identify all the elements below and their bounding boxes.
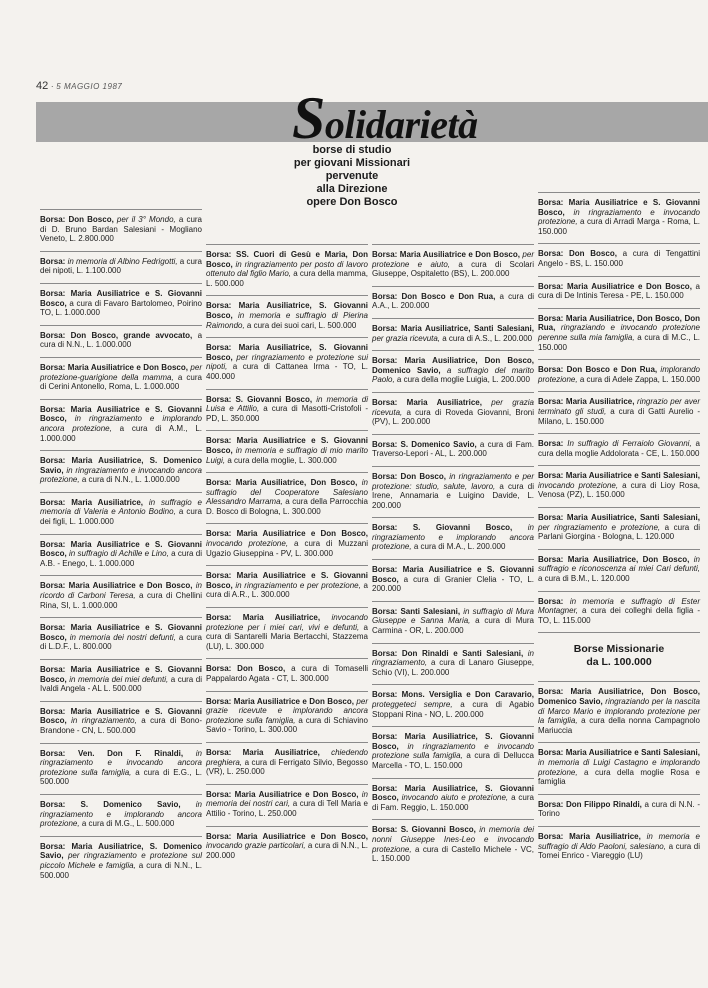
- entry-intention: in ringraziamento e invocando protezione,: [538, 207, 700, 227]
- entry-donor: a cura di N.N. - Torino: [538, 799, 700, 819]
- entry-intention: proteggeteci sempre,: [372, 700, 453, 709]
- entry-heading: Borsa: Don Bosco,: [40, 215, 114, 224]
- column-3: [372, 244, 534, 871]
- entry-donor: a cura di De Intinis Teresa - PE, L. 150.000: [538, 281, 701, 301]
- entry-heading: Borsa: Maria Ausiliatrice, Don Bosco,: [538, 554, 690, 564]
- entry-heading: Borsa: Maria Ausiliatrice e Don Bosco,: [538, 281, 692, 291]
- entry-donor: a cura di N.N., L. 1.000.000: [79, 475, 180, 485]
- entry-intention: invocando protezione,: [538, 480, 619, 490]
- entry-heading: Borsa: Maria Ausiliatrice e S. Giovanni Bosco,: [206, 436, 368, 455]
- entry-donor: a cura di Lioy Rosa, Venosa (PZ), L. 150.000: [538, 480, 700, 500]
- donation-entry: [40, 794, 202, 836]
- entry-donor: a cura di N.N., L. 200.000: [206, 841, 369, 860]
- entry-heading: Borsa: Maria Ausiliatrice e Don Bosco,: [40, 581, 193, 591]
- entry-donor: a cura di Castello Michele - VC, L. 150.000: [372, 844, 534, 864]
- entry-intention: in suffragio del Cooperatore Salesiano Alessandro Marrama,: [206, 478, 369, 507]
- entry-heading: Borsa: Maria Ausiliatrice e Santi Salesiani,: [538, 748, 700, 758]
- entry-intention: in memoria di Luigi Castagno e implorando protezione,: [538, 757, 700, 777]
- donation-entry: [372, 466, 534, 517]
- entry-intention: ringrazio per aver terminato gli studi,: [538, 397, 700, 416]
- entry-heading: Borsa: Maria Ausiliatrice e Don Bosco,: [206, 831, 368, 841]
- entry-heading: Borsa: S. Giovanni Bosco,: [206, 394, 313, 404]
- entry-intention: in ringraziamento e implorando ancora protezione,: [40, 799, 202, 829]
- entry-intention: in memoria dei miei defunti,: [66, 674, 169, 684]
- masthead-initial: S: [292, 85, 325, 151]
- entry-heading: Borsa: Don Bosco,: [206, 664, 286, 674]
- entry-intention: invocando protezione,: [206, 539, 289, 549]
- entry-donor: a cura di Schiavino Savio - Torino, L. 300.000: [206, 715, 368, 735]
- entry-intention: in ringraziamento e invocando protezione sulla famiglia,: [372, 741, 534, 761]
- donation-entry: [538, 591, 700, 633]
- donation-entry: [40, 701, 202, 743]
- entry-intention: in ringraziamento per posto di lavoro ottenuto dal figlio Mario,: [206, 259, 368, 279]
- entry-intention: a suffragio del marito Paolo,: [372, 365, 534, 385]
- entry-intention: in ringraziamento,: [372, 648, 534, 668]
- donation-entry: [40, 283, 202, 325]
- intro-line: pervenute: [325, 170, 379, 182]
- donation-entry: [206, 523, 368, 565]
- entry-heading: Borsa: Maria Ausiliatrice,: [538, 397, 635, 407]
- donation-entry: [40, 325, 202, 357]
- donation-entry: [372, 643, 534, 685]
- donation-entry: [40, 743, 202, 794]
- donation-entry: [538, 465, 700, 507]
- entry-heading: Borsa: Maria Ausiliatrice, Don Bosco, Domenico Savio,: [538, 687, 700, 706]
- donation-entry: [538, 433, 700, 465]
- entry-donor: a cura dei colleghi della figlia - TO, L. 115.000: [538, 606, 700, 625]
- entry-donor: a cura di A.M., L. 1.000.000: [40, 423, 203, 443]
- entry-heading: Borsa: Maria Ausiliatrice e S. Giovanni Bosco,: [40, 665, 202, 684]
- donation-entry: [206, 565, 368, 607]
- entry-donor: a cura di Fam. Reggio, L. 150.000: [372, 793, 534, 812]
- donation-entry: [538, 549, 700, 591]
- entry-heading: Borsa: Maria Ausiliatrice, S. Domenico Savio,: [40, 841, 202, 861]
- entry-donor: a cura di Favaro Bartolomeo, Poirino TO, L. 1.000.000: [40, 298, 202, 318]
- entry-heading: Borsa: Maria Ausiliatrice e Santi Salesiani,: [538, 471, 700, 481]
- entry-donor: a cura di A.S., L. 200.000: [440, 333, 533, 343]
- entry-donor: a cura di Irene, Annamaria e Luigino Davide, L. 200.000: [372, 481, 535, 510]
- entry-donor: a cura di Santarelli Maria Bertacchi, Stazzema (LU), L. 300.000: [206, 622, 368, 651]
- entry-heading: Borsa: Maria Ausiliatrice e S. Giovanni Bosco,: [40, 706, 202, 726]
- donation-entry: [538, 826, 700, 868]
- donation-entry: [372, 434, 534, 466]
- entry-donor: a cura di Cattanea Irma - TO, L. 400.000: [206, 362, 368, 381]
- column-1: [40, 209, 202, 887]
- entry-intention: in ringraziamento,: [66, 716, 137, 726]
- page-number: 42: [36, 80, 49, 92]
- entry-donor: a cura di A.A., L. 200.000: [372, 291, 535, 311]
- entry-donor: a cura dei figli, L. 1.000.000: [40, 507, 202, 527]
- entry-intention: ringraziando e invocando protezione perenne sulla mia famiglia,: [538, 323, 700, 342]
- entry-intention: chiedendo preghiera,: [206, 747, 368, 767]
- entry-heading: Borsa: Maria Ausiliatrice, S. Giovanni Bosco,: [206, 301, 368, 320]
- entry-donor: a cura di M.C., L. 150.000: [538, 332, 700, 352]
- entry-donor: a cura di N.N., L. 500.000: [40, 860, 202, 880]
- entry-intention: in memoria dei nostri cari,: [206, 789, 369, 809]
- intro-line: borse di studio: [312, 144, 392, 156]
- entry-heading: Borsa:: [40, 256, 66, 266]
- entry-heading: Borsa: Maria Ausiliatrice,: [538, 831, 641, 841]
- entry-heading: Borsa: S. Giovanni Bosco,: [372, 825, 476, 835]
- entry-donor: a cura di Agabio Stoppani Rina - NO, L. 200.000: [372, 700, 534, 719]
- entry-intention: in suffragio di Achille e Lino,: [66, 549, 169, 559]
- donation-entry: [206, 742, 368, 784]
- donation-entry: [538, 742, 700, 793]
- entry-intention: implorando protezione,: [538, 365, 700, 384]
- entry-heading: Borsa: Maria Ausiliatrice e Don Bosco,: [206, 696, 354, 706]
- donation-entry: [538, 276, 700, 308]
- donation-entry: [372, 517, 534, 559]
- donation-entry: [538, 359, 700, 391]
- donation-entry: [206, 389, 368, 431]
- entry-heading: Borsa:: [538, 439, 564, 449]
- entry-donor: a cura della moglie Rosa e famiglia: [538, 767, 700, 787]
- entry-donor: a cura di Roveda Giovanni, Broni (PV), L. 200.000: [372, 407, 534, 427]
- donation-entry: [372, 684, 534, 726]
- separator: ·: [50, 81, 57, 91]
- entry-intention: in ringraziamento e invocando ancora protezione sulla famiglia,: [40, 748, 202, 777]
- section-heading: [538, 632, 700, 681]
- entry-intention: per ringraziamento e protezione sul piccolo Michele e famiglia,: [40, 851, 202, 870]
- entry-donor: a cura di Scolari Giuseppe, Ospitaletto (BS), L. 200.000: [372, 259, 534, 279]
- entry-donor: a cura di Bono-Brandone - CN, L. 500.000: [40, 716, 202, 735]
- entry-heading: Borsa: Don Bosco,: [372, 471, 446, 481]
- entry-heading: Borsa: Don Filippo Rinaldi,: [538, 799, 642, 809]
- donation-entry: [206, 244, 368, 295]
- donation-entry: [40, 209, 202, 251]
- entry-donor: a cura di M.A., L. 200.000: [411, 542, 506, 552]
- entry-heading: Borsa: Maria Ausiliatrice e S. Giovanni Bosco,: [40, 404, 202, 424]
- entry-heading: Borsa: Maria Ausiliatrice e S. Giovanni Bosco,: [206, 571, 368, 590]
- entry-heading: Borsa: Maria Ausiliatrice, S. Giovanni Bosco,: [372, 783, 534, 803]
- entry-heading: Borsa: Maria Ausiliatrice e Don Bosco,: [372, 250, 520, 259]
- entry-donor: a cura di Masotti-Cristofoli - PD, L. 350.000: [206, 404, 368, 423]
- entry-heading: Borsa: Maria Ausiliatrice e Don Bosco,: [40, 362, 188, 372]
- entry-donor: a cura di Granier Clelia - TO, L. 200.000: [372, 574, 534, 594]
- entry-intention: in memoria dei nonni Giuseppe Ines-Leo e invocando protezione,: [372, 825, 534, 854]
- entry-donor: a cura della mamma, L. 500.000: [206, 269, 368, 288]
- entry-heading: Borsa: SS. Cuori di Gesù e Maria, Don Bosco,: [206, 250, 368, 269]
- donation-entry: [40, 399, 202, 450]
- donation-entry: [40, 492, 202, 534]
- entry-donor: a cura di Tengattini Angelo - BS, L. 150.000: [538, 249, 701, 268]
- entry-donor: a cura di Tomei Enrico - Viareggio (LU): [538, 841, 701, 861]
- entry-intention: invocando protezione per i miei cari, vivi e defunti,: [206, 613, 368, 632]
- entry-heading: Borsa: Maria Ausiliatrice,: [206, 613, 321, 623]
- entry-heading: Borsa: Mons. Versiglia e Don Caravario,: [372, 690, 534, 700]
- entry-donor: a cura della moglie, L. 300.000: [225, 455, 337, 465]
- entry-donor: a cura della moglie Addolorata - CE, L. 150.000: [538, 439, 700, 458]
- entry-intention: per ringraziamento e protezione,: [538, 522, 661, 532]
- entry-donor: a cura di E.G., L. 500.000: [40, 767, 202, 787]
- entry-heading: Borsa: Maria Ausiliatrice e S. Giovanni Bosco,: [372, 565, 534, 584]
- entry-heading: Borsa: Maria Ausiliatrice, S. Giovanni Bosco,: [372, 732, 534, 751]
- donation-entry: [372, 819, 534, 870]
- intro-line: alla Direzione: [316, 183, 388, 195]
- entry-donor: a cura di N.N., L. 1.000.000: [40, 330, 203, 350]
- donation-entry: [206, 295, 368, 337]
- donation-entry: [538, 308, 700, 359]
- entry-intention: in memoria di Luisa e Attilio,: [206, 394, 368, 414]
- entry-intention: in memoria di Albino Fedrigotti,: [65, 256, 178, 266]
- entry-intention: in memoria e suffragio di Aldo Paoloni, salesiano,: [538, 831, 700, 851]
- donation-entry: [40, 534, 202, 576]
- entry-intention: per grazie ricevute e implorando ancora protezione sulla famiglia,: [206, 696, 368, 725]
- entry-donor: a cura di Lanaro Giuseppe, Schio (VI), L. 200.000: [372, 658, 534, 677]
- entry-donor: a cura di A.R., L. 300.000: [206, 580, 368, 600]
- entry-donor: a cura di A.B. - Enego, L. 1.000.000: [40, 549, 202, 568]
- entry-heading: Borsa: Maria Ausiliatrice e S. Giovanni Bosco,: [40, 539, 202, 559]
- entry-heading: Borsa: Maria Ausiliatrice e S. Giovanni Bosco,: [40, 288, 202, 308]
- donation-entry: [206, 607, 368, 658]
- entry-donor: a cura di L.D.F., L. 800.000: [40, 632, 202, 652]
- entry-donor: a cura di Fam. Traverso-Lepori - AL, L. 200.000: [372, 439, 534, 459]
- entry-intention: ringraziando per la nascita di Marco Mario e implorando protezione per la famiglia,: [538, 697, 700, 726]
- entry-donor: a cura di Arradi Marga - Roma, L. 150.000: [538, 217, 700, 236]
- entry-donor: a cura di B.M., L. 120.000: [538, 574, 630, 584]
- entry-intention: in ricordo di Carboni Teresa,: [40, 581, 203, 601]
- entry-donor: a cura di Ferrigato Silvio, Begosso (VR), L. 250.000: [206, 757, 368, 777]
- entry-intention: per grazia ricevuta,: [372, 333, 441, 343]
- entry-donor: a cura di Tell Maria e Attilio - Torino, L. 250.000: [206, 799, 369, 818]
- entry-heading: Borsa: Maria Ausiliatrice, S. Giovanni Bosco,: [206, 343, 368, 362]
- entry-donor: a cura di M.G., L. 500.000: [79, 819, 175, 829]
- donation-entry: [40, 450, 202, 492]
- entry-intention: in ringraziamento e implorando ancora protezione,: [40, 414, 202, 433]
- donation-entry: [538, 507, 700, 549]
- donation-entry: [372, 726, 534, 777]
- donation-entry: [206, 472, 368, 523]
- entry-heading: Borsa: Don Bosco, grande avvocato,: [40, 330, 193, 340]
- donation-entry: [40, 659, 202, 701]
- entry-donor: a cura di Dellucca Marcella - TO, L. 150.000: [372, 751, 535, 770]
- entry-heading: Borsa: Don Rinaldi e Santi Salesiani,: [372, 648, 524, 658]
- entry-heading: Borsa: Maria Ausiliatrice,: [206, 747, 320, 757]
- donation-entry: [372, 778, 534, 820]
- entry-donor: a cura di Tomaselli Pappalardo Agata - CT, L. 300.000: [206, 664, 368, 683]
- donation-entry: [372, 286, 534, 318]
- section-heading-line: da L. 100.000: [586, 656, 652, 669]
- donation-entry: [206, 658, 368, 690]
- entry-donor: a cura di Gatti Aurelio - Milano, L. 150.000: [538, 406, 701, 426]
- entry-heading: Borsa: Maria Ausiliatrice e Don Bosco,: [206, 789, 359, 799]
- entry-donor: a cura dei nipoti, L. 1.100.000: [40, 256, 203, 276]
- entry-heading: Borsa: Maria Ausiliatrice e S. Giovanni Bosco,: [40, 623, 202, 642]
- entry-heading: Borsa: S. Domenico Savio,: [40, 799, 181, 809]
- donation-entry: [538, 391, 700, 433]
- entry-heading: Borsa: Maria Ausiliatrice,: [372, 397, 482, 407]
- intro-heading: [272, 144, 432, 209]
- section-heading-line: Borse Missionarie: [573, 643, 665, 656]
- donation-entry: [40, 617, 202, 659]
- entry-intention: per protezione-guarigione della mamma,: [40, 362, 202, 382]
- entry-donor: a cura dei suoi cari, L. 500.000: [244, 320, 357, 330]
- entry-heading: Borsa: Maria Ausiliatrice e S. Giovanni Bosco,: [538, 198, 700, 217]
- entry-intention: in suffragio e memoria di Valeria e Antonio Bodino,: [40, 497, 202, 517]
- entry-donor: a cura di Chellini Rina, SI, L. 1.000.000: [40, 591, 202, 610]
- entry-donor: a cura di Muzzani Ugazio Giuseppina - PV, L. 300.000: [206, 539, 369, 558]
- donation-entry: [538, 243, 700, 275]
- donation-entry: [372, 350, 534, 392]
- entry-heading: Borsa: Don Bosco e Don Rua,: [372, 291, 496, 301]
- entry-intention: per grazia ricevuta,: [372, 397, 534, 417]
- entry-intention: per protezione e aiuto,: [372, 250, 534, 269]
- entry-heading: Borsa: Maria Ausiliatrice,: [40, 497, 144, 507]
- donation-entry: [538, 192, 700, 243]
- entry-heading: Borsa: Don Bosco,: [538, 249, 617, 259]
- entry-heading: Borsa: Santi Salesiani,: [372, 606, 461, 616]
- entry-donor: a cura di Mura Carmina - OR, L. 200.000: [372, 616, 534, 636]
- entry-intention: per ringraziamento e protezione sui nipoti,: [206, 352, 368, 372]
- entry-intention: in ringraziamento e invocando ancora protezione,: [40, 465, 202, 485]
- entry-intention: in memoria e suffragio di mio marito Luigi,: [206, 445, 368, 465]
- entry-intention: in ringraziamento e per protezione: studio, salute, lavoro,: [372, 471, 535, 491]
- intro-line: per giovani Missionari: [293, 157, 411, 169]
- entry-intention: in suffragio di Mura Giuseppe e Sanna Maria,: [372, 606, 534, 626]
- entry-heading: Borsa: Maria Ausiliatrice, Santi Salesiani,: [372, 323, 534, 333]
- donation-entry: [40, 357, 202, 399]
- donation-entry: [40, 836, 202, 887]
- entry-intention: in ringraziamento e implorando ancora protezione,: [372, 523, 534, 552]
- entry-heading: Borsa: Maria Ausiliatrice e Don Bosco,: [206, 529, 368, 539]
- entry-heading: Borsa: Maria Ausiliatrice, Don Bosco, Don Rua,: [538, 313, 700, 333]
- donation-entry: [40, 575, 202, 617]
- donation-entry: [206, 826, 368, 868]
- donation-entry: [40, 251, 202, 283]
- entry-heading: Borsa: Maria Ausiliatrice, Don Bosco,: [206, 478, 358, 488]
- column-4: [538, 192, 700, 868]
- entry-donor: a cura della moglie Luigia, L. 200.000: [394, 375, 530, 385]
- masthead-rest: olidarietà: [324, 102, 478, 147]
- entry-donor: a cura di D. Bruno Bardan Salesiani - Mogliano Veneto, L. 2.800.000: [40, 215, 202, 244]
- entry-heading: Borsa: Maria Ausiliatrice, S. Domenico Savio,: [40, 456, 202, 475]
- entry-heading: Borsa: Ven. Don F. Rinaldi,: [40, 748, 184, 758]
- entry-heading: Borsa: Maria Ausiliatrice, Don Bosco, Domenico Savio,: [372, 356, 534, 375]
- entry-intention: per il 3° Mondo,: [113, 215, 176, 224]
- entry-intention: In suffragio di Ferraiolo Giovanni,: [563, 439, 692, 449]
- donation-entry: [372, 392, 534, 434]
- issue-date: 5 MAGGIO 1987: [56, 82, 123, 91]
- entry-intention: in ringraziamento e per protezione,: [232, 580, 361, 590]
- entry-intention: in memoria dei nostri defunti,: [66, 632, 176, 642]
- page-header: [36, 80, 122, 92]
- entry-intention: in memoria e suffragio di Pierina Raimondo,: [206, 310, 368, 330]
- donation-entry: [372, 244, 534, 286]
- entry-donor: a cura di Ivaldi Angela - AL L. 500.000: [40, 674, 202, 694]
- entry-heading: Borsa: Don Bosco e Don Rua,: [538, 365, 658, 375]
- column-2: [206, 244, 368, 867]
- intro-line: opere Don Bosco: [306, 196, 398, 208]
- donation-entry: [206, 784, 368, 826]
- donation-entry: [372, 601, 534, 643]
- entry-intention: invocando grazie particolari,: [206, 841, 306, 851]
- donation-entry: [372, 559, 534, 601]
- donation-entry: [538, 794, 700, 826]
- entry-donor: a cura di Parlani Giorgina - Bologna, L. 120.000: [538, 522, 701, 542]
- donation-entry: [206, 691, 368, 742]
- entry-heading: Borsa: S. Domenico Savio,: [372, 439, 477, 449]
- entry-intention: in suffragio e riconoscenza ai miei Cari defunti,: [538, 554, 701, 574]
- entry-donor: a cura della nonna Campagnolo Mariuccia: [538, 716, 700, 735]
- donation-entry: [206, 430, 368, 472]
- entry-donor: a cura della Parrocchia D. Bosco di Bologna, L. 300.000: [206, 497, 368, 516]
- donation-entry: [206, 337, 368, 388]
- entry-donor: a cura di Cerini Antonello, Roma, L. 1.000.000: [40, 372, 202, 392]
- entry-intention: in memoria e suffragio di Ester Montagner,: [538, 596, 700, 616]
- donation-entry: [538, 681, 700, 742]
- entry-heading: Borsa: S. Giovanni Bosco,: [372, 523, 513, 533]
- entry-intention: invocando aiuto e protezione,: [398, 793, 509, 803]
- donation-entry: [372, 318, 534, 350]
- entry-heading: Borsa: Maria Ausiliatrice, Santi Salesiani,: [538, 513, 700, 523]
- entry-heading: Borsa:: [538, 596, 564, 606]
- entry-donor: a cura di Adele Zappa, L. 150.000: [577, 374, 700, 384]
